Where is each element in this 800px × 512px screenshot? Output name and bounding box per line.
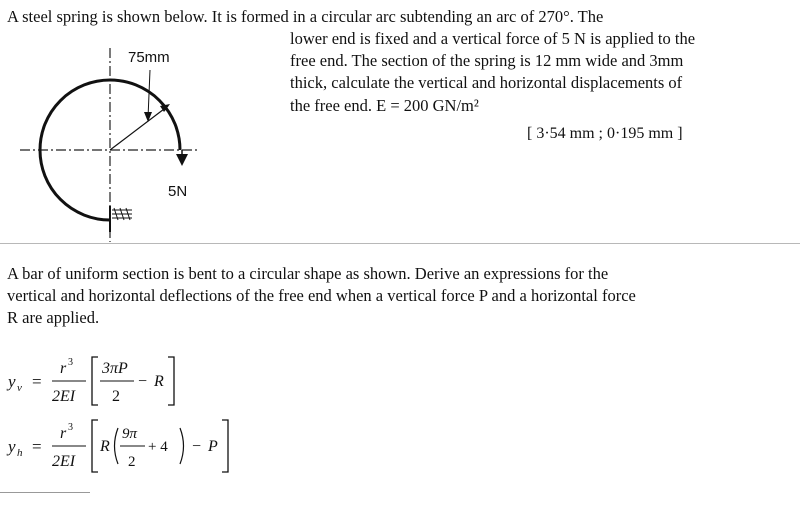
force-arrowhead bbox=[176, 154, 188, 166]
yv-term: R bbox=[154, 373, 164, 390]
yh-term: P bbox=[208, 438, 218, 455]
yh-left-bracket bbox=[92, 420, 98, 472]
yv-inner-den: 2 bbox=[112, 388, 120, 405]
yh-coef: R bbox=[100, 438, 110, 455]
yh-lhs-sub: h bbox=[17, 447, 23, 459]
problem1-line3: free end. The section of the spring is 12 mm wide and 3mm bbox=[290, 51, 684, 70]
bottom-divider bbox=[0, 492, 90, 493]
yv-lhs: y bbox=[8, 372, 16, 391]
spring-diagram bbox=[0, 40, 270, 250]
yh-right-bracket bbox=[222, 420, 228, 472]
problem2-line2: vertical and horizontal deflections of the free end when a vertical force P and a horizontal force bbox=[7, 286, 636, 305]
yv-equals: = bbox=[32, 372, 42, 391]
yh-num-sup: 3 bbox=[68, 422, 73, 433]
yh-plus4: + 4 bbox=[148, 439, 168, 455]
yh-num: r bbox=[60, 425, 67, 442]
problem1-answer: [ 3·54 mm ; 0·195 mm ] bbox=[527, 125, 683, 142]
equation-yh bbox=[0, 410, 280, 480]
yh-equals: = bbox=[32, 437, 42, 456]
yh-inner-num: 9π bbox=[122, 426, 138, 442]
section-divider bbox=[0, 243, 800, 244]
problem2-line3: R are applied. bbox=[7, 308, 100, 327]
radius-label: 75mm bbox=[128, 49, 170, 66]
problem1-line1: A steel spring is shown below. It is formed in a circular arc subtending an arc of 270°. The bbox=[7, 7, 604, 26]
yh-lhs: y bbox=[8, 437, 16, 456]
yv-left-bracket bbox=[92, 357, 98, 405]
yh-den: 2EI bbox=[52, 453, 76, 470]
problem1-line5: the free end. E = 200 GN/m² bbox=[290, 96, 479, 115]
yv-right-bracket bbox=[168, 357, 174, 405]
fixed-support bbox=[110, 206, 132, 232]
problem1-line2: lower end is fixed and a vertical force of 5 N is applied to the bbox=[290, 29, 696, 48]
problem1-line4: thick, calculate the vertical and horizontal displacements of bbox=[290, 73, 683, 92]
yv-lhs-sub: v bbox=[17, 382, 22, 394]
radius-line bbox=[110, 106, 168, 150]
yh-minus: − bbox=[192, 438, 202, 455]
force-label: 5N bbox=[168, 183, 188, 200]
yv-num: r bbox=[60, 360, 67, 377]
leader-arrowhead bbox=[144, 112, 152, 122]
yv-num-sup: 3 bbox=[68, 357, 73, 368]
yh-inner-den: 2 bbox=[128, 454, 136, 470]
yv-minus: − bbox=[138, 373, 148, 390]
equation-yv bbox=[0, 345, 260, 415]
yv-den: 2EI bbox=[52, 388, 76, 405]
yh-right-paren bbox=[180, 428, 184, 464]
yh-left-paren bbox=[115, 428, 119, 464]
problem2-line1: A bar of uniform section is bent to a circular shape as shown. Derive an expressions for the bbox=[7, 264, 609, 283]
yv-inner-num: 3πP bbox=[102, 360, 128, 377]
